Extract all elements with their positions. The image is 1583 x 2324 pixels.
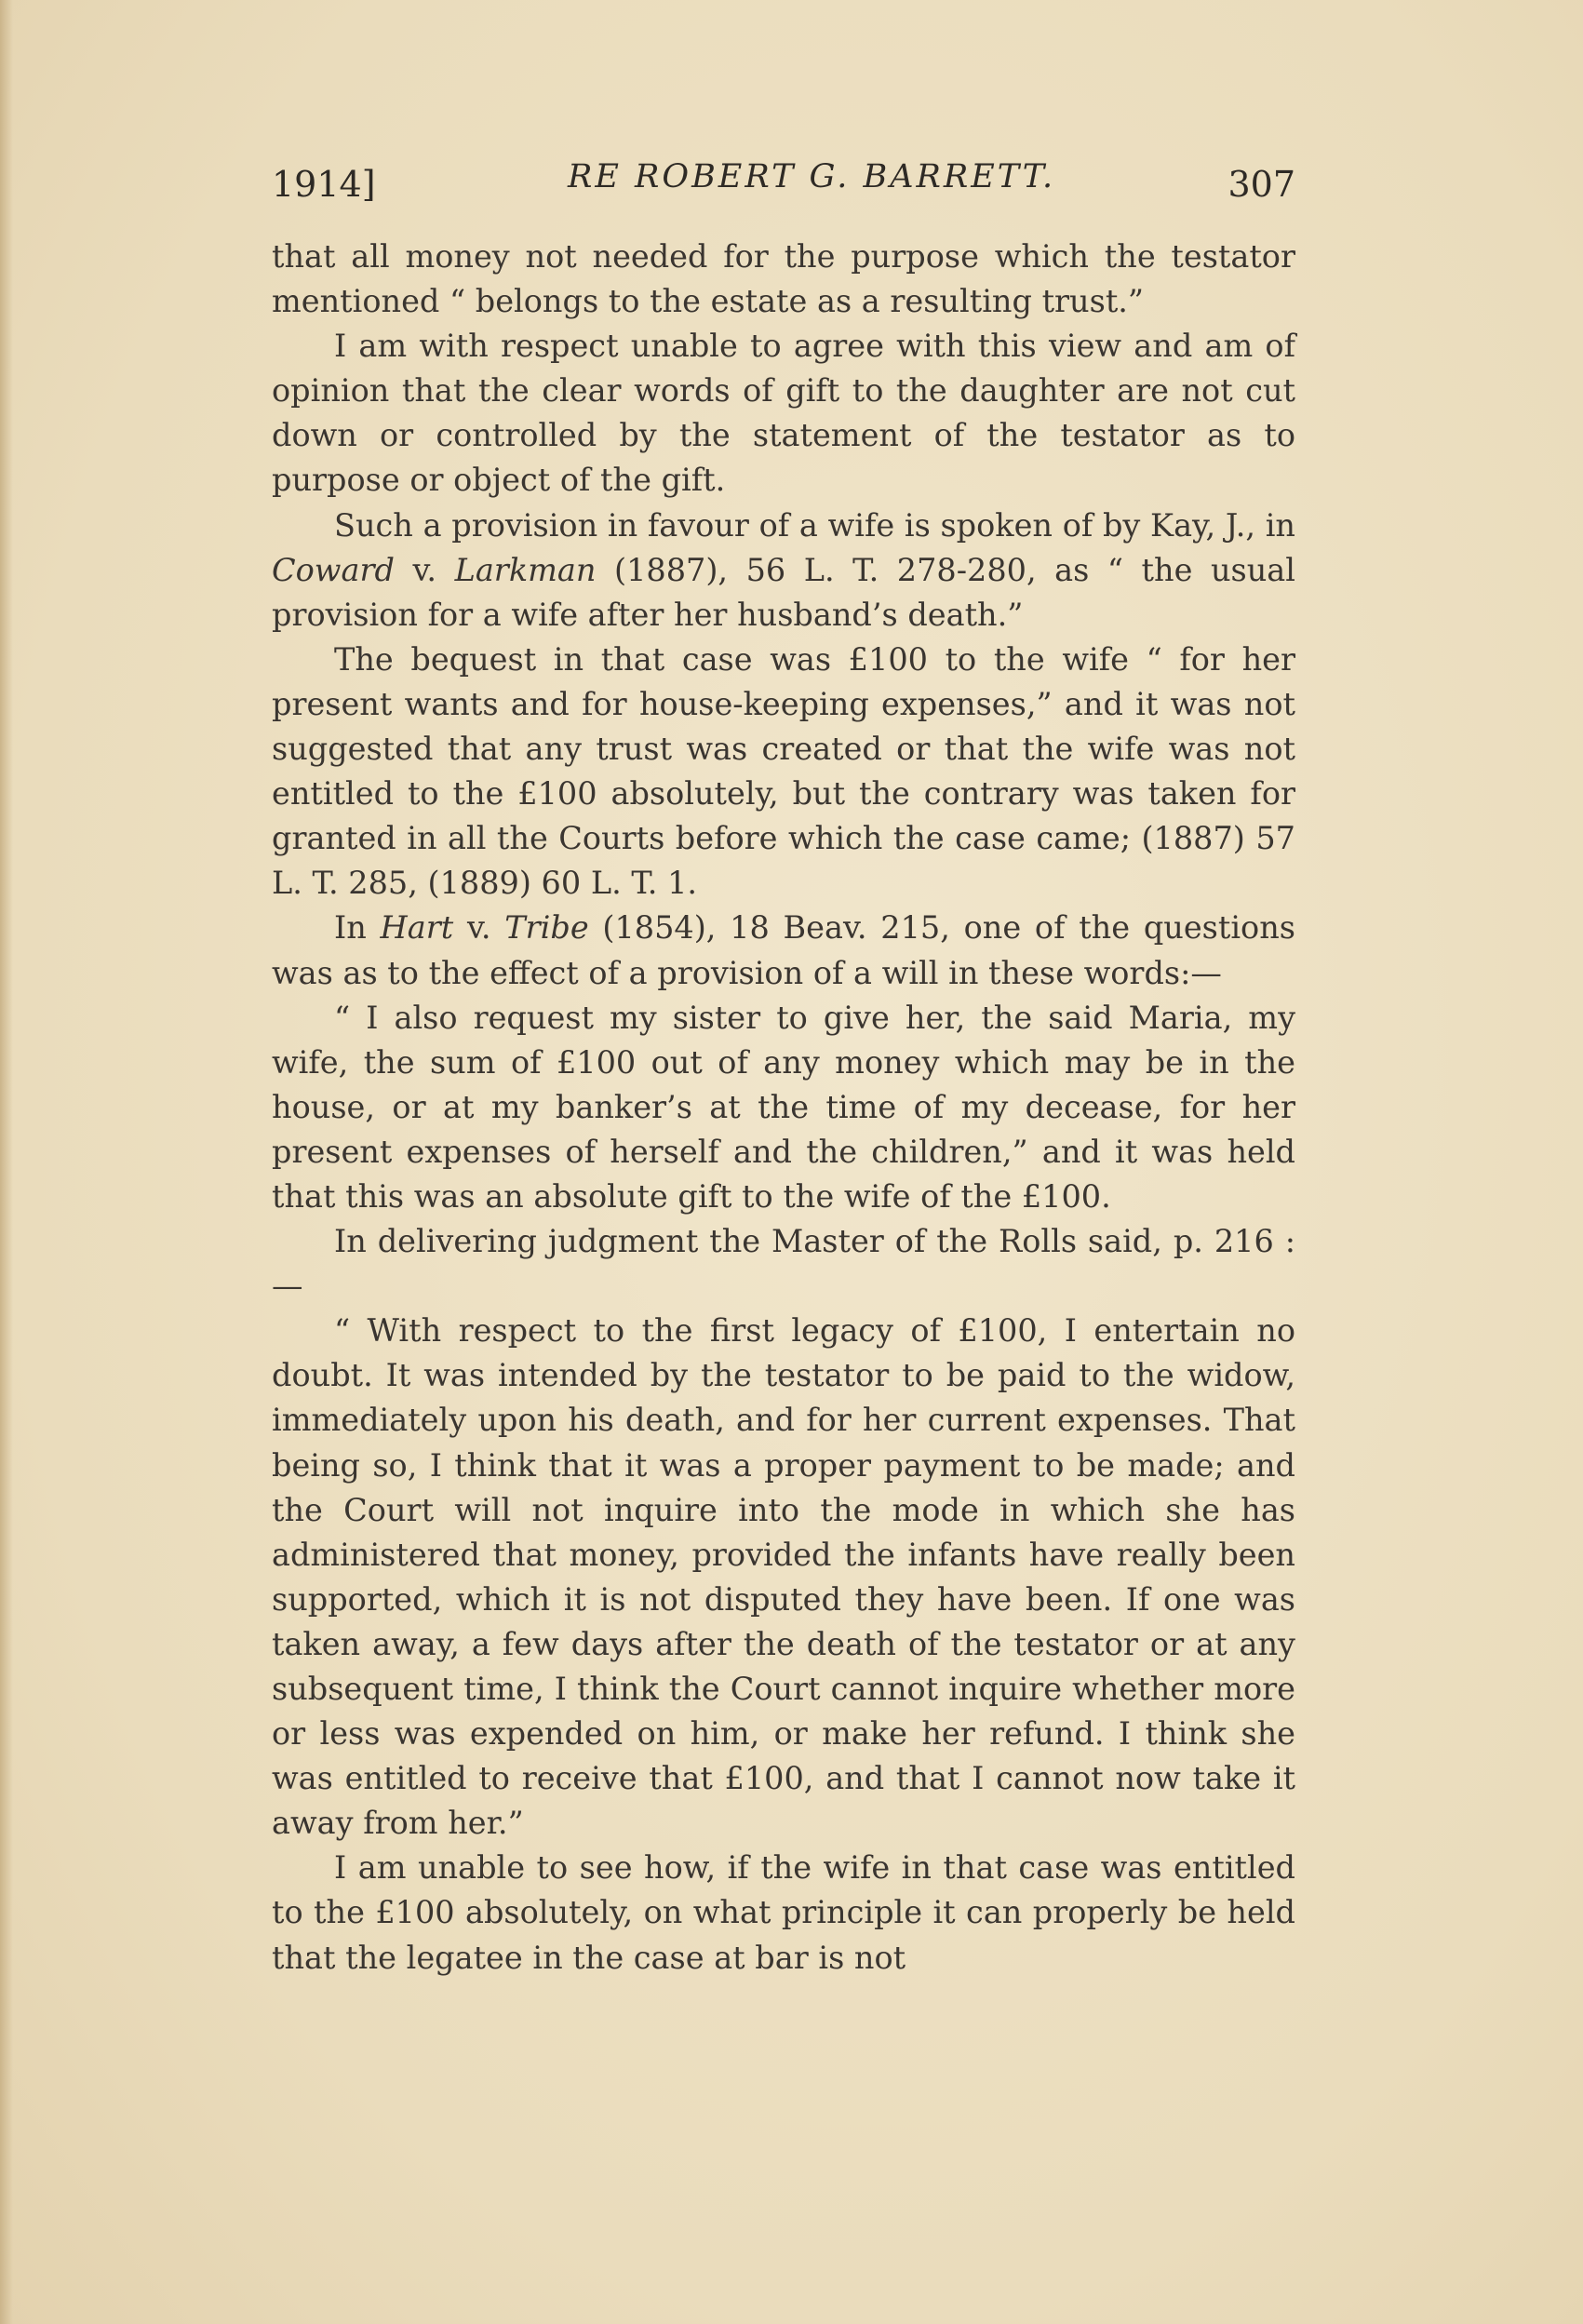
text-segment: “ With respect to the first legacy of £100, I entertain no doubt. It was intended by the testator to be paid to the widow, immediately upon his death, and for her current expenses. That being so, I think that it was a proper payment to be made; and the Court will not inquire into the mode in which she has administered that money, provided the infants have really been supported, which it is not disputed they have been. If one was taken away, a few days after the death of the testator or at any subsequent time, I think the Court cannot inquire whether more or less was expended on him, or make her refund. I think she was entitled to receive that £100, and that I cannot now take it away from her.”	[272, 1312, 1295, 1842]
text-segment: “ I also request my sister to give her, the said Maria, my wife, the sum of £100 out of any money which may be in the house, or at my banker’s at the time of my decease, for her present expenses of herself and the children,” and it was held that this was an absolute gift to the wife of the £100.	[272, 999, 1295, 1215]
page-number: 307	[1227, 164, 1295, 205]
text-segment: In delivering judgment the Master of the Rolls said, p. 216 :—	[272, 1223, 1295, 1305]
text-segment: that all money not needed for the purpose which the testator mentioned “ belongs to the estate as a resulting trust.”	[272, 238, 1295, 320]
paragraph-p4	[272, 638, 1295, 907]
binding-edge	[0, 0, 13, 2324]
text-segment: I am unable to see how, if the wife in that case was entitled to the £100 absolutely, on what principle it can properly be held that the legatee in the case at bar is not	[272, 1849, 1295, 1976]
text-segment: (1887), 56 L. T. 278-280, as “ the usual provision for a wife after her husband’s death.”	[272, 551, 1295, 633]
case-name: Coward	[272, 551, 395, 588]
text-segment: v.	[453, 909, 505, 947]
paragraph-p7	[272, 1219, 1295, 1309]
paragraph-p2	[272, 324, 1295, 503]
header-year: 1914]	[272, 164, 376, 205]
body-text	[272, 235, 1295, 1981]
text-segment: I am with respect unable to agree with this view and am of opinion that the clear words of gift to the daughter are not cut down or controlled by the statement of the testator as to purpose or object of the gift.	[272, 328, 1295, 499]
running-header	[272, 158, 1295, 214]
text-segment: v.	[394, 551, 455, 588]
paragraph-p8	[272, 1309, 1295, 1846]
paragraph-p6	[272, 996, 1295, 1219]
text-segment: The bequest in that case was £100 to the wife “ for her present wants and for house-keeping expenses,” and it was not suggested that any trust was created or that the wife was not entitled to the £100 absolutely, but the contrary was taken for granted in all the Courts before which the case came; (1887) 57 L. T. 285, (1889) 60 L. T. 1.	[272, 640, 1295, 902]
text-segment: (1854), 18 Beav. 215, one of the questions was as to the effect of a provision of a will in these words:—	[272, 909, 1295, 991]
paragraph-p1	[272, 235, 1295, 324]
case-name: Larkman	[454, 551, 597, 588]
paragraph-p9	[272, 1846, 1295, 1980]
header-running-title: RE ROBERT G. BARRETT.	[568, 158, 1056, 195]
paragraph-p5	[272, 906, 1295, 995]
text-segment: Such a provision in favour of a wife is spoken of by Kay, J., in	[334, 506, 1295, 544]
paragraph-p3	[272, 504, 1295, 638]
text-segment: In	[334, 909, 381, 947]
case-name: Tribe	[504, 909, 589, 947]
case-name: Hart	[380, 909, 454, 947]
